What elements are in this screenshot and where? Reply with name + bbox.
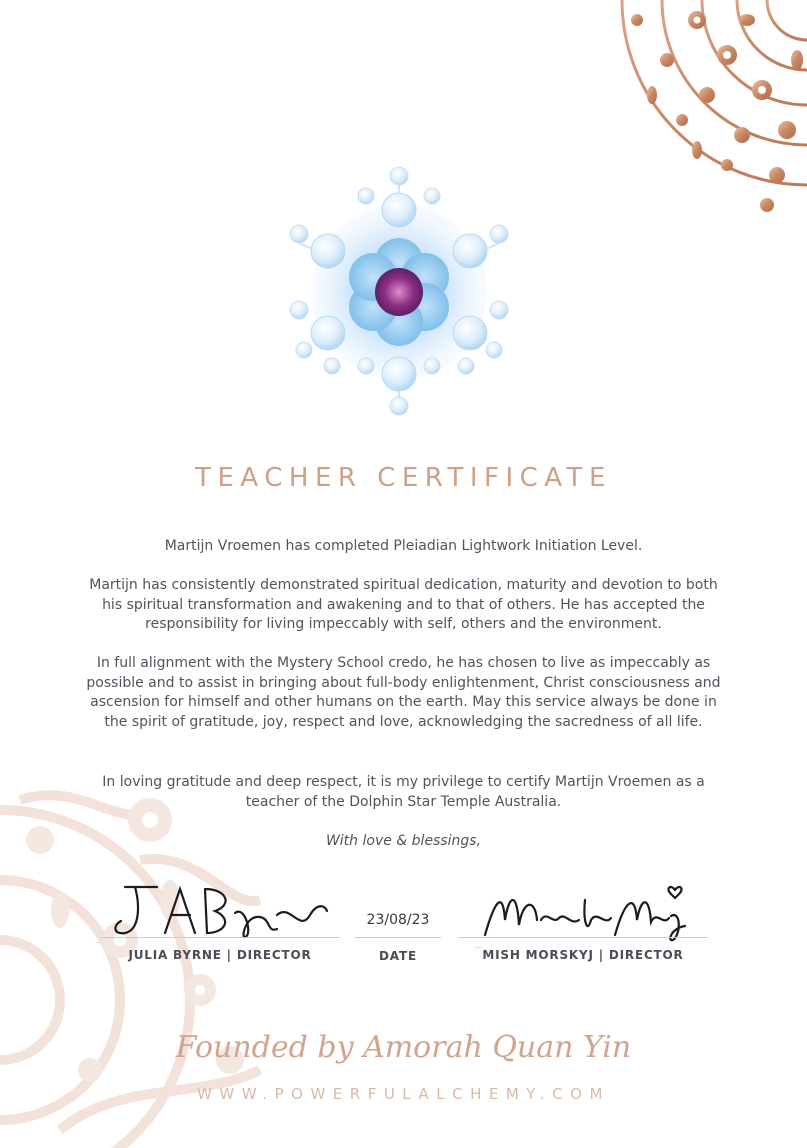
certification-paragraph: In loving gratitude and deep respect, it is my privilege to certify Martijn Vroemen as a teacher of the Dolphin Star Temple Australia. bbox=[102, 774, 705, 810]
website-url: WWW.POWERFULALCHEMY.COM bbox=[197, 1085, 610, 1103]
julia-byrne-signature-text: J A Byrne bbox=[95, 943, 100, 944]
mish-morskyj-signature-text: Mish Morskyj bbox=[475, 948, 481, 949]
certificate-date: 23/08/23 bbox=[366, 912, 430, 928]
date-line bbox=[355, 937, 441, 938]
completion-statement: Martijn Vroemen has completed Pleiadian Lightwork Initiation Level. bbox=[164, 538, 643, 554]
date-label: DATE bbox=[379, 949, 417, 963]
julia-byrne-signature bbox=[95, 875, 335, 945]
alignment-paragraph: In full alignment with the Mystery School credo, he has chosen to live as impeccably as possible and to assist in bringing about full-body enlightenment, Christ consciousness and ascension for himself and other humans on the earth. May this service always be done in the spirit of gratitude, joy, respect and love, acknowledging the sacredness of all life. bbox=[86, 655, 721, 730]
corner-ornament-decoration bbox=[577, 0, 807, 230]
certificate-title: TEACHER CERTIFICATE bbox=[195, 463, 612, 493]
closing-salutation: With love & blessings, bbox=[325, 833, 482, 849]
founder-inscription: Founded by Amorah Quan Yin bbox=[175, 1030, 632, 1065]
left-signatory-label: JULIA BYRNE | DIRECTOR bbox=[128, 948, 312, 962]
right-signatory-label: MISH MORSKYJ | DIRECTOR bbox=[482, 948, 684, 962]
mish-morskyj-signature bbox=[475, 880, 695, 950]
star-emblem-logo bbox=[284, 166, 514, 418]
left-signature-line bbox=[100, 937, 340, 938]
dedication-paragraph: Martijn has consistently demonstrated spiritual dedication, maturity and devotion to both his spiritual transformation and awakening and to that of others. He has accepted the responsibility for living impeccably with self, others and the environment. bbox=[89, 577, 718, 632]
right-signature-line bbox=[458, 937, 708, 938]
